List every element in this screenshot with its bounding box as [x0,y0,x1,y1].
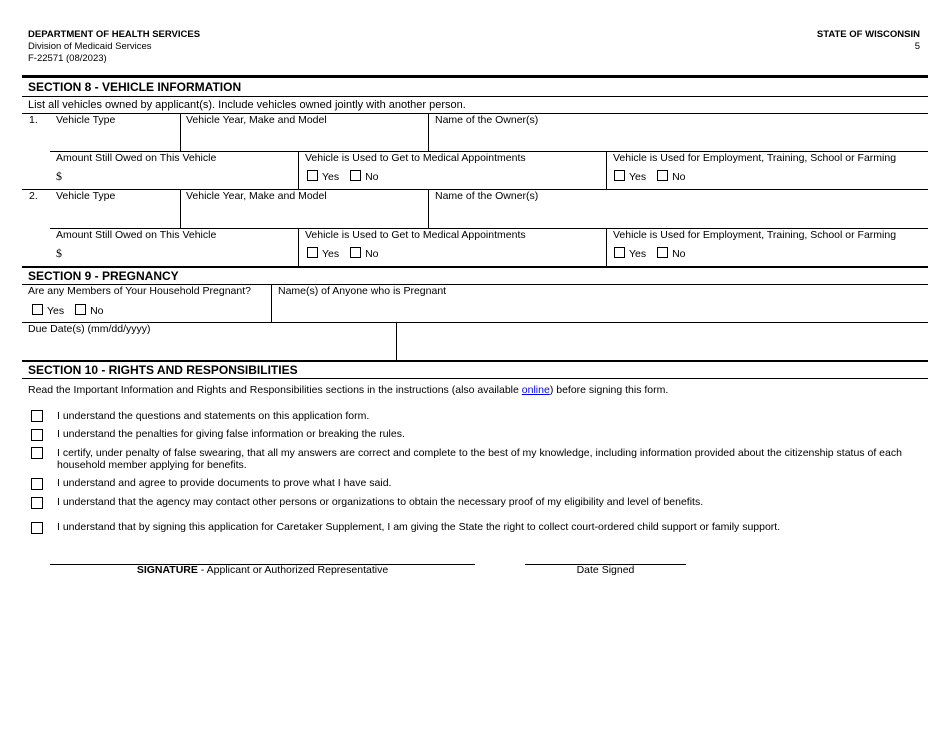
no-label: No [672,171,686,183]
vehicle-1-medical-options [307,170,387,183]
divider [396,322,397,360]
divider [298,151,299,189]
yes-label: Yes [322,248,340,260]
section8-title: SECTION 8 - VEHICLE INFORMATION [28,80,242,94]
department-name: DEPARTMENT OF HEALTH SERVICES [28,29,201,40]
divider [271,284,272,322]
statement-4: I understand and agree to provide documents to prove what I have said. [57,477,392,489]
vehicle-2-employment-label: Vehicle is Used for Employment, Training, School or Farming [613,229,897,241]
vehicle-2-ymm-label: Vehicle Year, Make and Model [186,190,327,202]
vehicle-2-currency: $ [56,246,62,260]
vehicle-1-employment-options [614,170,694,183]
vehicle-1-ymm-label: Vehicle Year, Make and Model [186,114,327,126]
statement-1: I understand the questions and statements on this application form. [57,410,370,422]
divider [22,266,928,268]
statement-2: I understand the penalties for giving false information or breaking the rules. [57,428,405,440]
signature-label [50,564,475,576]
vehicle-2-employment-no-checkbox[interactable] [657,247,668,258]
divider [22,96,928,97]
signature-label-bold: SIGNATURE [136,564,198,576]
vehicle-2-medical-options [307,247,387,260]
yes-label: Yes [629,171,647,183]
no-label: No [90,305,104,317]
state-name: STATE OF WISCONSIN [816,29,920,40]
no-label: No [672,248,686,260]
divider [22,322,928,323]
vehicle-2-medical-yes-checkbox[interactable] [307,247,318,258]
divider [22,360,928,362]
divider [606,151,607,189]
section9-title: SECTION 9 - PREGNANCY [28,269,179,283]
vehicle-1-type-label: Vehicle Type [56,114,116,126]
divider [298,228,299,266]
divider [180,113,181,151]
pregnancy-question: Are any Members of Your Household Pregnant? [28,285,251,297]
rights-intro-after: ) before signing this form. [549,384,669,396]
pregnancy-no-checkbox[interactable] [75,304,86,315]
division-name: Division of Medicaid Services [28,41,152,52]
vehicle-2-number: 2. [29,190,38,202]
no-label: No [365,248,379,260]
statement-3-checkbox[interactable] [31,447,43,459]
rights-intro [28,384,668,396]
statement-3: I certify, under penalty of false swearing, that all my answers are correct and complete to the best of my knowledge, including information provided about the citizenship status of each household member applying for benefits. [57,447,902,471]
vehicle-2-employment-options [614,247,694,260]
date-signed-label: Date Signed [576,564,635,576]
online-link[interactable]: online [521,384,550,396]
divider [428,113,429,151]
section8-instruction: List all vehicles owned by applicant(s). Include vehicles owned jointly with another person. [28,99,466,111]
divider [180,189,181,228]
vehicle-1-owner-label: Name of the Owner(s) [435,114,539,126]
due-dates-label: Due Date(s) (mm/dd/yyyy) [28,323,151,335]
vehicle-1-employment-label: Vehicle is Used for Employment, Training, School or Farming [613,152,897,164]
statement-6: I understand that by signing this application for Caretaker Supplement, I am giving the State the right to collect court-ordered child support or family support. [57,521,781,533]
vehicle-2-medical-label: Vehicle is Used to Get to Medical Appointments [305,229,526,241]
vehicle-1-currency: $ [56,169,62,183]
statement-6-checkbox[interactable] [31,522,43,534]
pregnancy-options [32,304,112,317]
statement-1-checkbox[interactable] [31,410,43,422]
statement-4-checkbox[interactable] [31,478,43,490]
vehicle-1-employment-yes-checkbox[interactable] [614,170,625,181]
pregnant-names-label: Name(s) of Anyone who is Pregnant [278,285,447,297]
vehicle-2-employment-yes-checkbox[interactable] [614,247,625,258]
vehicle-1-number: 1. [29,114,38,126]
yes-label: Yes [47,305,65,317]
yes-label: Yes [322,171,340,183]
form-number: F-22571 (08/2023) [28,53,107,64]
signature-label-rest: - Applicant or Authorized Representative [197,564,389,576]
vehicle-2-type-label: Vehicle Type [56,190,116,202]
vehicle-1-employment-no-checkbox[interactable] [657,170,668,181]
vehicle-2-medical-no-checkbox[interactable] [350,247,361,258]
divider [606,228,607,266]
vehicle-1-amount-label: Amount Still Owed on This Vehicle [56,152,217,164]
vehicle-1-medical-yes-checkbox[interactable] [307,170,318,181]
pregnancy-yes-checkbox[interactable] [32,304,43,315]
divider [428,189,429,228]
divider [22,75,928,78]
vehicle-2-owner-label: Name of the Owner(s) [435,190,539,202]
yes-label: Yes [629,248,647,260]
section10-title: SECTION 10 - RIGHTS AND RESPONSIBILITIES [28,363,298,377]
no-label: No [365,171,379,183]
vehicle-1-medical-no-checkbox[interactable] [350,170,361,181]
vehicle-2-amount-label: Amount Still Owed on This Vehicle [56,229,217,241]
rights-intro-before: Read the Important Information and Rights and Responsibilities sections in the instructions (also available [28,384,522,396]
statement-5-checkbox[interactable] [31,497,43,509]
statement-2-checkbox[interactable] [31,429,43,441]
vehicle-1-medical-label: Vehicle is Used to Get to Medical Appointments [305,152,526,164]
page-number: 5 [914,41,920,52]
divider [22,378,928,379]
statement-5: I understand that the agency may contact other persons or organizations to obtain the necessary proof of my eligibility and level of benefits. [57,496,704,508]
